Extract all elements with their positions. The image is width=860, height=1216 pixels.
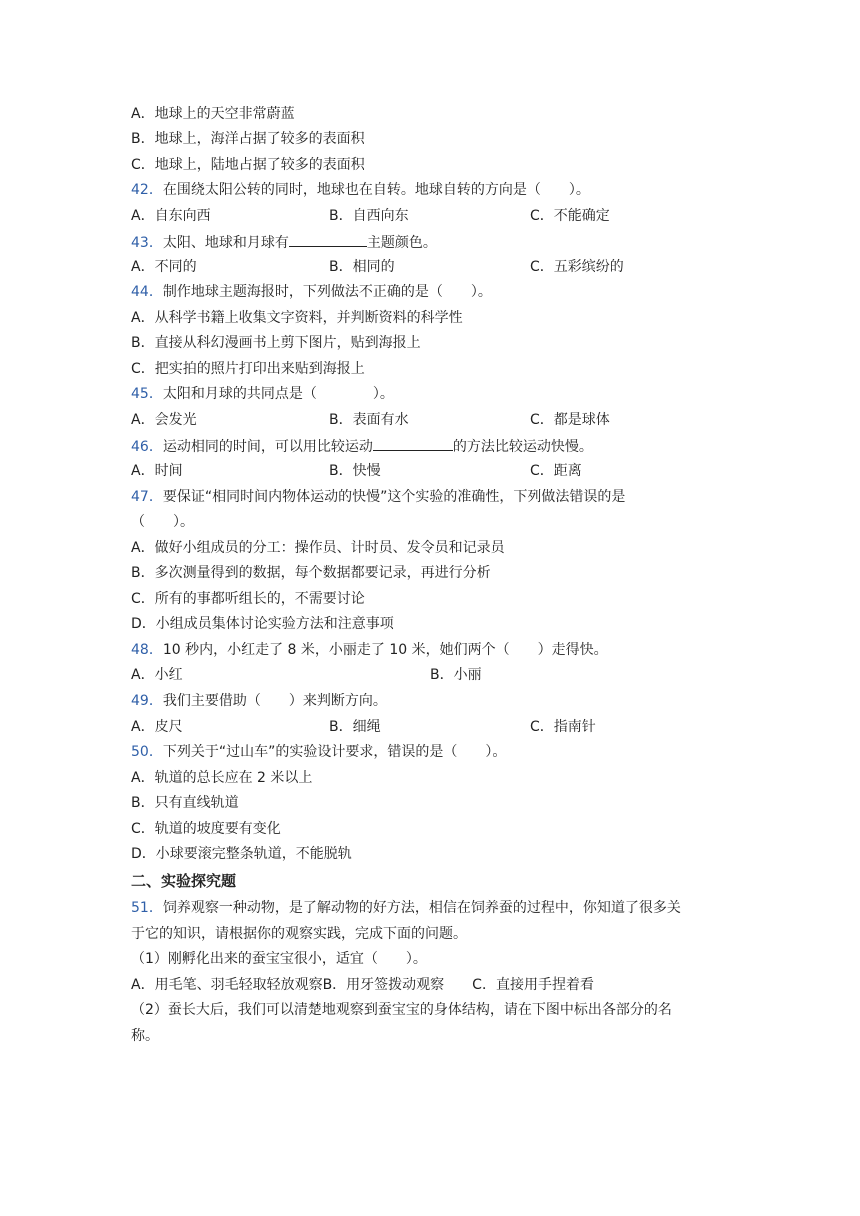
question-text: 我们主要借助（ ）来判断方向。 <box>162 693 387 709</box>
q47-option-c: C．所有的事都听组长的，不需要讨论 <box>131 591 365 607</box>
option-c: C．指南针 <box>530 719 596 735</box>
question-text-b: 的方法比较运动快慢。 <box>452 439 593 455</box>
option-a: A．会发光 <box>131 412 197 428</box>
option-b: B．表面有水 <box>329 412 409 428</box>
question-text: 下列关于“过山车”的实验设计要求，错误的是（ ）。 <box>162 744 507 760</box>
question-text: 在围绕太阳公转的同时，地球也在自转。地球自转的方向是（ ）。 <box>162 182 590 198</box>
answer-blank <box>289 231 367 247</box>
q47-option-d: D．小组成员集体讨论实验方法和注意事项 <box>131 616 394 632</box>
q47-stem <box>131 487 625 507</box>
option-a: A．时间 <box>131 463 183 479</box>
answer-blank <box>373 435 453 451</box>
option-b: B．细绳 <box>329 719 381 735</box>
question-text: 10 秒内，小红走了 8 米，小丽走了 10 米，她们两个（ ）走得快。 <box>162 642 608 658</box>
q41-option-b: B．地球上，海洋占据了较多的表面积 <box>131 131 365 147</box>
q44-option-c: C．把实拍的照片打印出来贴到海报上 <box>131 361 365 377</box>
question-text: 制作地球主题海报时，下列做法不正确的是（ ）。 <box>162 284 492 300</box>
q50-option-d: D．小球要滚完整条轨道，不能脱轨 <box>131 846 352 862</box>
q43-stem <box>131 231 437 251</box>
option-b: B．相同的 <box>329 259 395 275</box>
option-b: B．自西向东 <box>329 208 409 224</box>
option-c: C．五彩缤纷的 <box>530 259 624 275</box>
question-number: 50． <box>131 744 163 760</box>
question-number: 48． <box>131 642 163 658</box>
q41-option-c: C．地球上，陆地占据了较多的表面积 <box>131 157 365 173</box>
q51-sub2-cont: 称。 <box>131 1028 159 1044</box>
question-text-b: 主题颜色。 <box>366 235 437 251</box>
question-text-a: 太阳、地球和月球有 <box>162 235 289 251</box>
option-c: C．距离 <box>530 463 582 479</box>
question-number: 45． <box>131 386 163 402</box>
question-number: 42． <box>131 182 163 198</box>
q50-option-b: B．只有直线轨道 <box>131 795 239 811</box>
question-number: 44． <box>131 284 163 300</box>
option-b: B．快慢 <box>329 463 381 479</box>
option-a: A．自东向西 <box>131 208 211 224</box>
option-c: C．不能确定 <box>530 208 610 224</box>
question-text: 要保证“相同时间内物体运动的快慢”这个实验的准确性，下列做法错误的是 <box>162 489 626 505</box>
q42-stem <box>131 180 590 200</box>
q45-stem <box>131 384 394 404</box>
q51-sub1-options: A．用毛笔、羽毛轻取轻放观察B．用牙签拨动观察 C．直接用手捏着看 <box>131 977 594 993</box>
option-c: C．都是球体 <box>530 412 610 428</box>
q44-stem <box>131 282 492 302</box>
question-number: 43． <box>131 235 163 251</box>
question-number: 47． <box>131 489 163 505</box>
q44-option-b: B．直接从科幻漫画书上剪下图片，贴到海报上 <box>131 335 421 351</box>
q41-option-a: A．地球上的天空非常蔚蓝 <box>131 106 295 122</box>
q51-stem <box>131 898 681 918</box>
question-number: 51． <box>131 900 163 916</box>
q46-stem <box>131 435 593 455</box>
question-number: 46． <box>131 439 163 455</box>
q48-stem <box>131 640 608 660</box>
option-b: B．小丽 <box>430 667 482 683</box>
q51-stem-cont: 于它的知识，请根据你的观察实践，完成下面的问题。 <box>131 926 467 942</box>
q47-option-a: A．做好小组成员的分工：操作员、计时员、发令员和记录员 <box>131 540 505 556</box>
option-a: A．皮尺 <box>131 719 183 735</box>
q47-stem-cont: （ ）。 <box>131 514 194 530</box>
question-text: 饲养观察一种动物，是了解动物的好方法，相信在饲养蚕的过程中，你知道了很多关 <box>162 900 681 916</box>
q51-sub1: （1）刚孵化出来的蚕宝宝很小，适宜（ ）。 <box>131 951 427 967</box>
q50-option-c: C．轨道的坡度要有变化 <box>131 821 281 837</box>
q50-stem <box>131 742 506 762</box>
question-text: 太阳和月球的共同点是（ ）。 <box>162 386 394 402</box>
option-a: A．不同的 <box>131 259 197 275</box>
q44-option-a: A．从科学书籍上收集文字资料，并判断资料的科学性 <box>131 310 463 326</box>
q51-sub2: （2）蚕长大后，我们可以清楚地观察到蚕宝宝的身体结构，请在下图中标出各部分的名 <box>131 1002 672 1018</box>
question-number: 49． <box>131 693 163 709</box>
q49-stem <box>131 691 387 711</box>
q47-option-b: B．多次测量得到的数据，每个数据都要记录，再进行分析 <box>131 565 491 581</box>
q50-option-a: A．轨道的总长应在 2 米以上 <box>131 770 313 786</box>
option-a: A．小红 <box>131 667 183 683</box>
section-heading: 二、实验探究题 <box>131 872 237 890</box>
question-text-a: 运动相同的时间，可以用比较运动 <box>162 439 373 455</box>
